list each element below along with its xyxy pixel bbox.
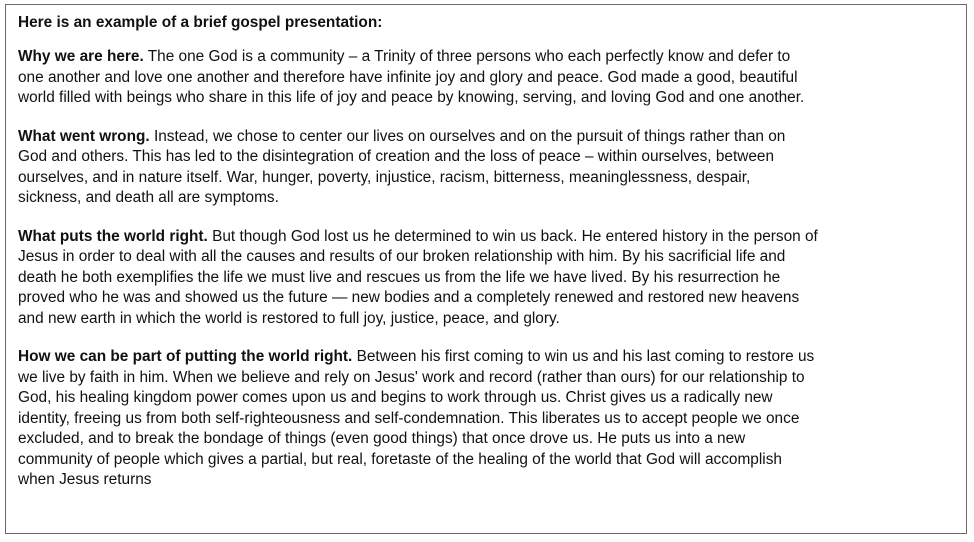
section-line [18,47,966,68]
section-why-we-are-here [18,47,966,109]
section-line: identity, freeing us from both self-righteousness and self-condemnation. This liberates us to accept people we once [18,409,800,427]
section-lead: What went wrong. [18,127,150,145]
section-lead: What puts the world right. [18,227,208,245]
section-text: Between his first coming to win us and his last coming to restore us [352,348,815,365]
section-line: when Jesus returns [18,471,152,488]
section-line: one another and love one another and therefore have infinite joy and glory and peace. God made a good, beautiful [18,68,798,86]
section-line: excluded, and to break the bondage of things (even good things) that once drove us. He puts us into a new [18,430,746,447]
section-line: God, his healing kingdom power comes upon us and begins to work through us. Christ gives us a radically new [18,389,773,406]
section-line: sickness, and death all are symptoms. [18,189,279,206]
section-line: and new earth in which the world is restored to full joy, justice, peace, and glory. [18,309,560,327]
section-text: The one God is a community – a Trinity of three persons who each perfectly know and defer to [143,48,791,65]
section-what-went-wrong [18,127,966,209]
section-line: community of people which gives a partial, but real, foretaste of the healing of the world that God will accomplish [18,450,782,468]
section-text: But though God lost us he determined to win us back. He entered history in the person of [207,227,818,245]
section-line: ourselves, and in nature itself. War, hunger, poverty, injustice, racism, bitterness, meaninglessness, despair, [18,168,751,186]
section-line [18,347,966,368]
section-line: world filled with beings who share in this life of joy and peace by knowing, serving, and loving God and one another. [18,89,805,106]
document-heading: Here is an example of a brief gospel presentation: [18,14,383,31]
section-lead: How we can be part of putting the world right. [18,348,353,365]
section-line: we live by faith in him. When we believe and rely on Jesus' work and record (rather than ours) for our relationship to [18,368,805,386]
section-line: proved who he was and showed us the future — new bodies and a completely renewed and restored new heavens [18,289,800,306]
section-line: God and others. This has led to the disintegration of creation and the loss of peace – within ourselves, between [18,148,775,165]
section-text: Instead, we chose to center our lives on ourselves and on the pursuit of things rather than on [149,127,786,145]
section-line: death he both exemplifies the life we must live and rescues us from the life we have lived. By his resurrection he [18,268,781,286]
section-how-we-can-be-part [18,347,966,491]
section-line [18,127,966,148]
document-frame [5,4,967,534]
section-line: Jesus in order to deal with all the causes and results of our broken relationship with him. By his sacrificial life and [18,248,786,265]
section-what-puts-the-world-right [18,227,966,330]
section-line [18,227,966,248]
section-lead: Why we are here. [18,48,144,65]
